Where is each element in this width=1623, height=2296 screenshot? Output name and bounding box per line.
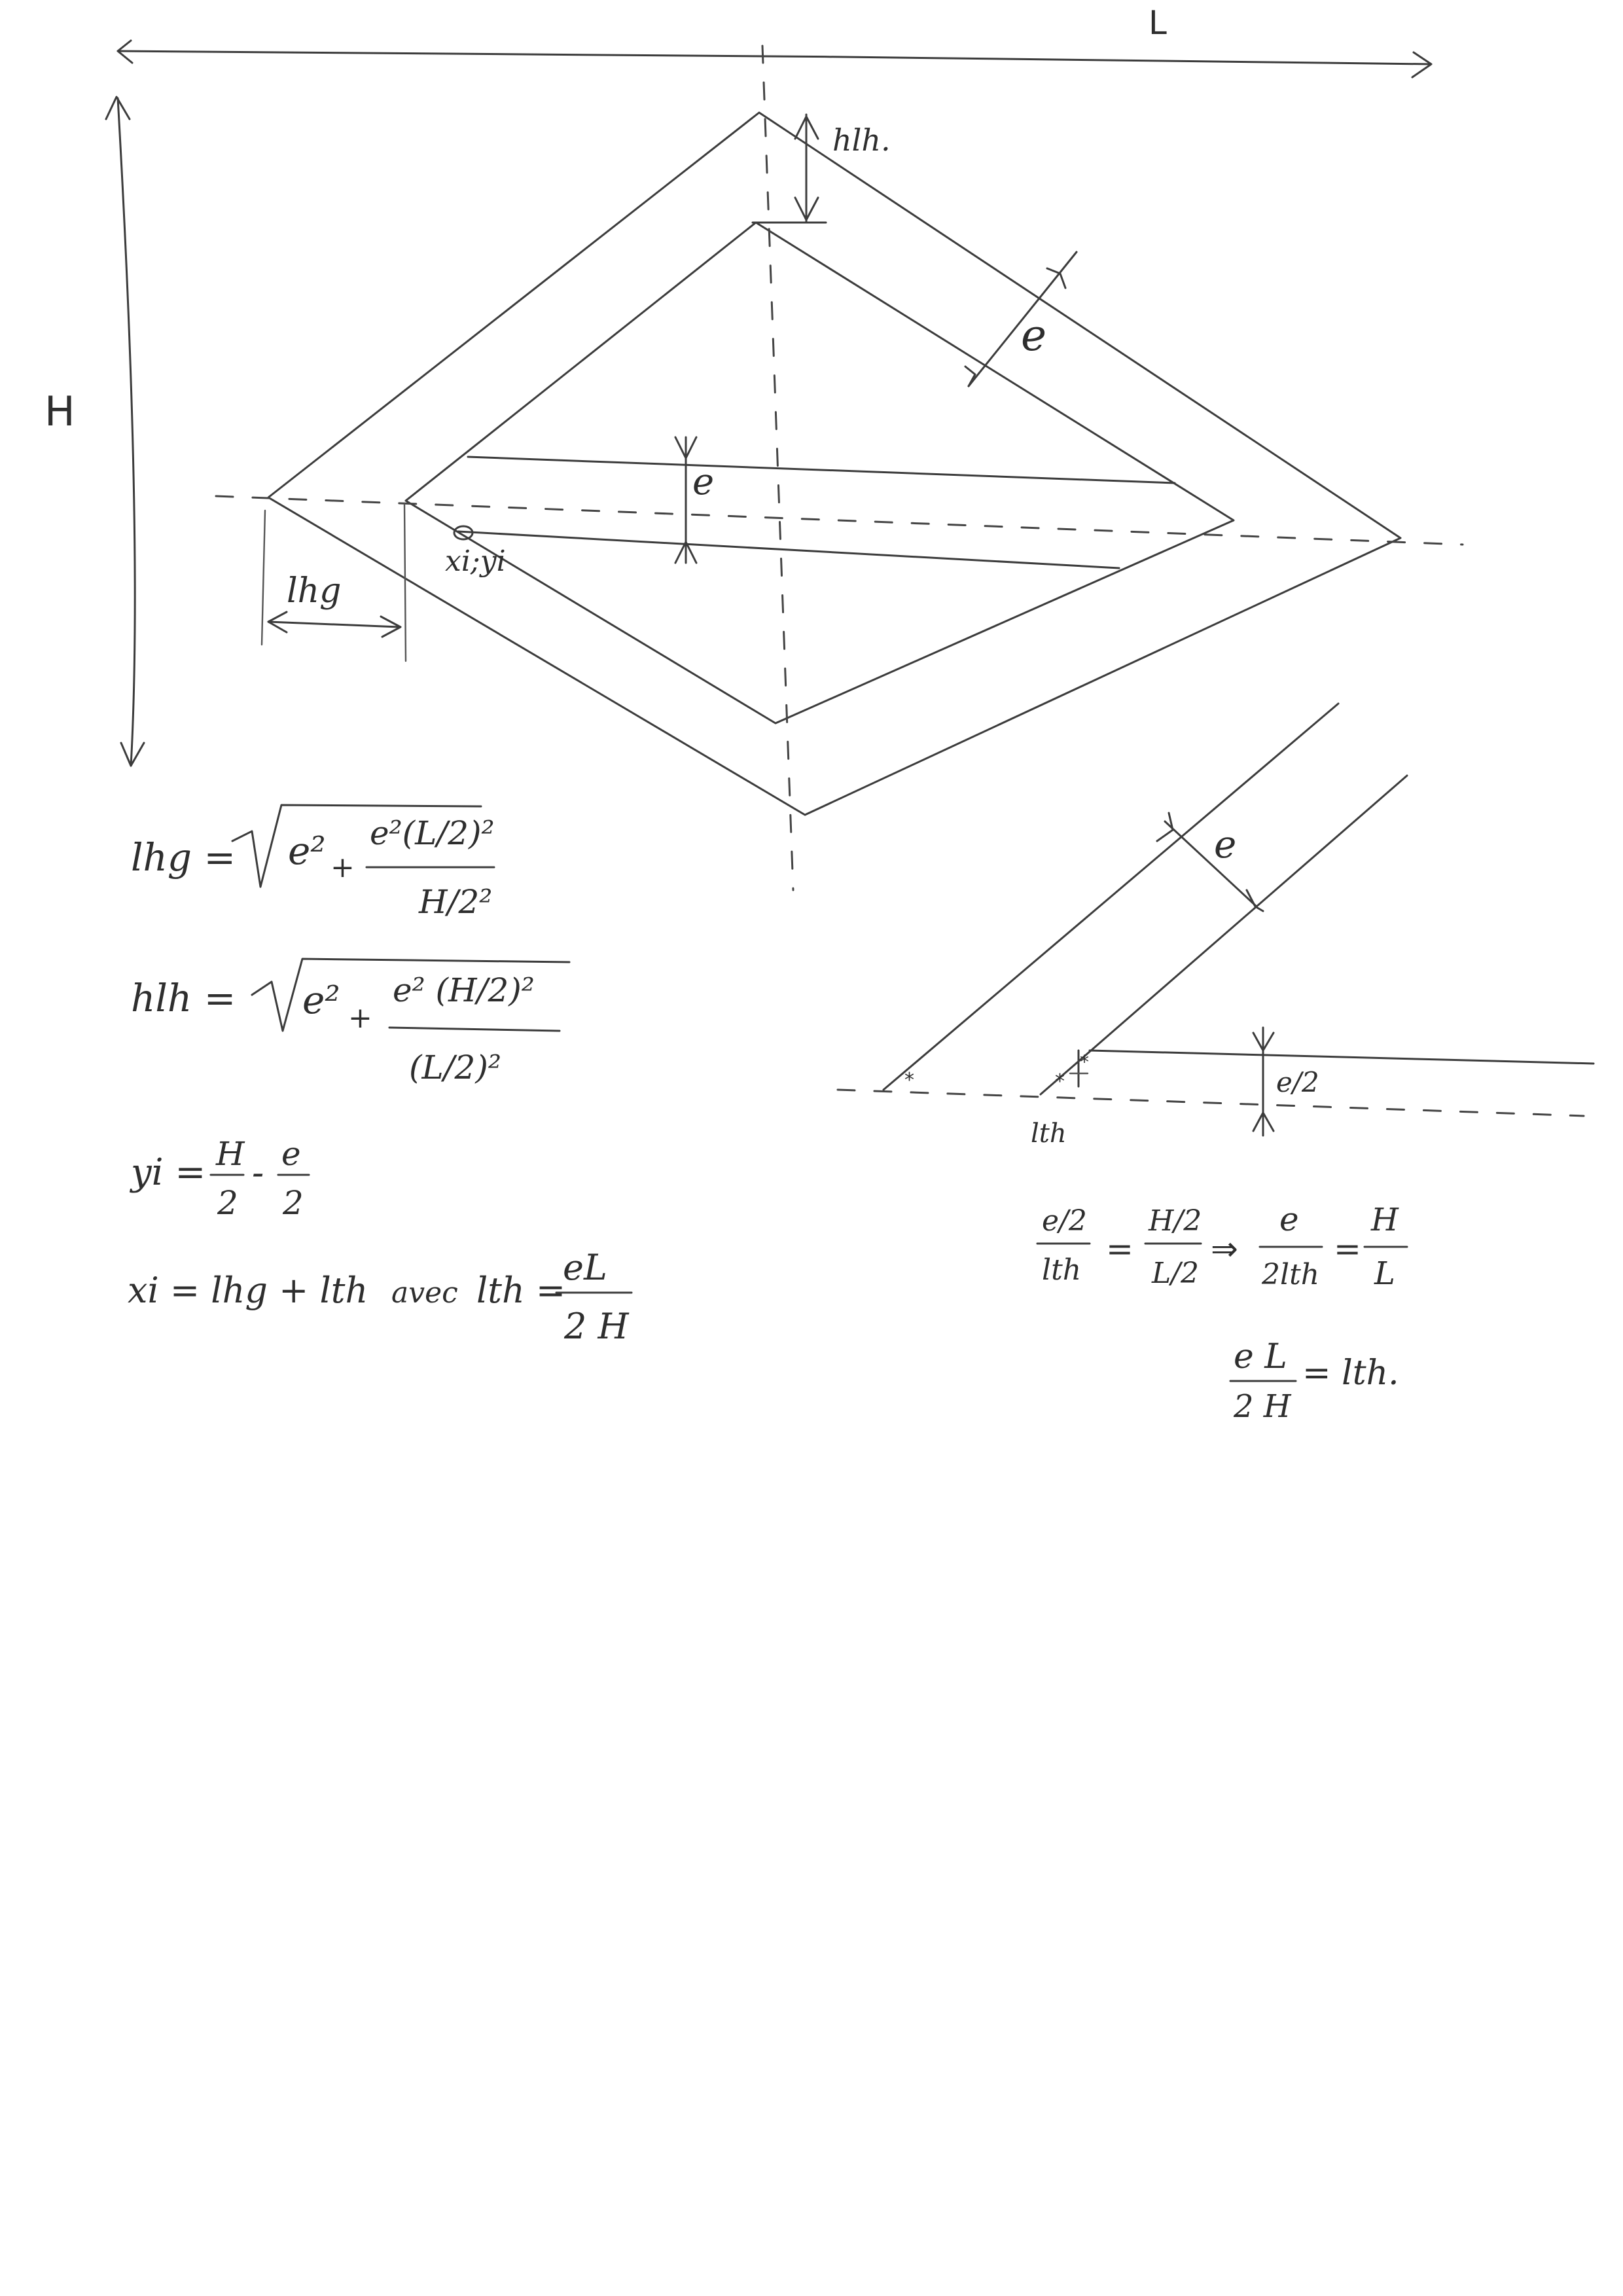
label-lhg: lhg: [287, 571, 342, 611]
label-hlh: hlh.: [832, 122, 891, 158]
formula-lth-num: e L: [1234, 1337, 1287, 1376]
formula-ratio-f2den: L/2: [1152, 1257, 1200, 1290]
formula-ratio-implies: ⇒: [1211, 1230, 1238, 1268]
formula-lhg-plus: +: [330, 851, 355, 884]
label-L: L: [1149, 4, 1167, 42]
formula-yi-f2num: e: [281, 1135, 301, 1173]
formula-hlh-plus: +: [348, 1001, 372, 1035]
formula-xi-lhs: xi = lhg + lth: [128, 1270, 368, 1311]
angle-mark-1: *: [904, 1069, 914, 1092]
formula-hlh-lhs: hlh =: [131, 976, 236, 1020]
formula-yi: [129, 1135, 309, 1222]
label-lth: lth: [1031, 1119, 1067, 1149]
label-e-half: e/2: [1276, 1066, 1319, 1098]
formula-hlh: [131, 959, 569, 1086]
formula-xi-avec: avec: [391, 1276, 458, 1310]
formula-yi-f1num: H: [216, 1135, 245, 1173]
formula-hlh-first: e²: [302, 978, 340, 1022]
strip-bottom-line: [458, 531, 1119, 568]
formula-lhg: [131, 805, 495, 921]
angle-mark-3: *: [1080, 1051, 1089, 1073]
formula-lth-rhs: = lth.: [1302, 1354, 1399, 1393]
formula-hlh-bar: [389, 1028, 560, 1031]
formula-ratio-f1num: e/2: [1042, 1204, 1087, 1238]
label-e-outer: e: [1021, 310, 1047, 361]
inner-rhombus: [406, 223, 1234, 723]
formula-xi-den: 2 H: [564, 1306, 629, 1347]
hlh-arrow: [795, 115, 818, 221]
height-dimension-arrow: [106, 97, 144, 766]
formula-xi: [128, 1247, 632, 1347]
formula-ratio-f2num: H/2: [1149, 1204, 1202, 1238]
width-dimension-arrow: [118, 41, 1431, 77]
formula-ratio-f1den: lth: [1042, 1253, 1082, 1287]
formula-lhg-den: H/2²: [419, 883, 493, 921]
formula-lhg-first: e²: [288, 829, 326, 873]
formula-lth-result: [1230, 1337, 1399, 1425]
formula-ratio-f4num: H: [1371, 1202, 1399, 1238]
label-H: H: [45, 387, 75, 435]
formula-hlh-num: e² (H/2)²: [393, 971, 535, 1009]
formula-lth-den: 2 H: [1234, 1388, 1291, 1425]
formula-hlh-den: (L/2)²: [409, 1049, 501, 1086]
label-e-middle: e: [692, 461, 715, 503]
label-e-detail: e: [1214, 822, 1237, 867]
horizontal-axis: [216, 496, 1463, 545]
detail-drawing: [838, 704, 1594, 1136]
formula-xi-num: eL: [563, 1247, 607, 1288]
formula-ratio: [1037, 1200, 1407, 1292]
formula-lhg-lhs: lhg =: [131, 835, 236, 880]
label-xi-yi: xi;yi: [445, 545, 506, 578]
formula-ratio-eq1: =: [1106, 1230, 1133, 1268]
outer-rhombus: [268, 113, 1400, 815]
formula-yi-lhs: yi =: [131, 1151, 206, 1194]
formula-lhg-num: e²(L/2)²: [370, 814, 495, 852]
angle-mark-2: *: [1055, 1070, 1065, 1093]
formula-yi-minus: -: [252, 1152, 264, 1193]
formula-ratio-f3num: e: [1279, 1200, 1299, 1238]
formula-yi-f2den: 2: [283, 1184, 304, 1222]
formula-ratio-f4den: L: [1374, 1255, 1395, 1292]
formula-xi-lth-lhs: lth =: [476, 1270, 566, 1311]
formula-ratio-eq2: =: [1334, 1230, 1361, 1268]
formula-ratio-f3den: 2lth: [1262, 1258, 1320, 1291]
strip-top-line: [468, 457, 1175, 483]
formula-yi-f1den: 2: [217, 1184, 238, 1222]
